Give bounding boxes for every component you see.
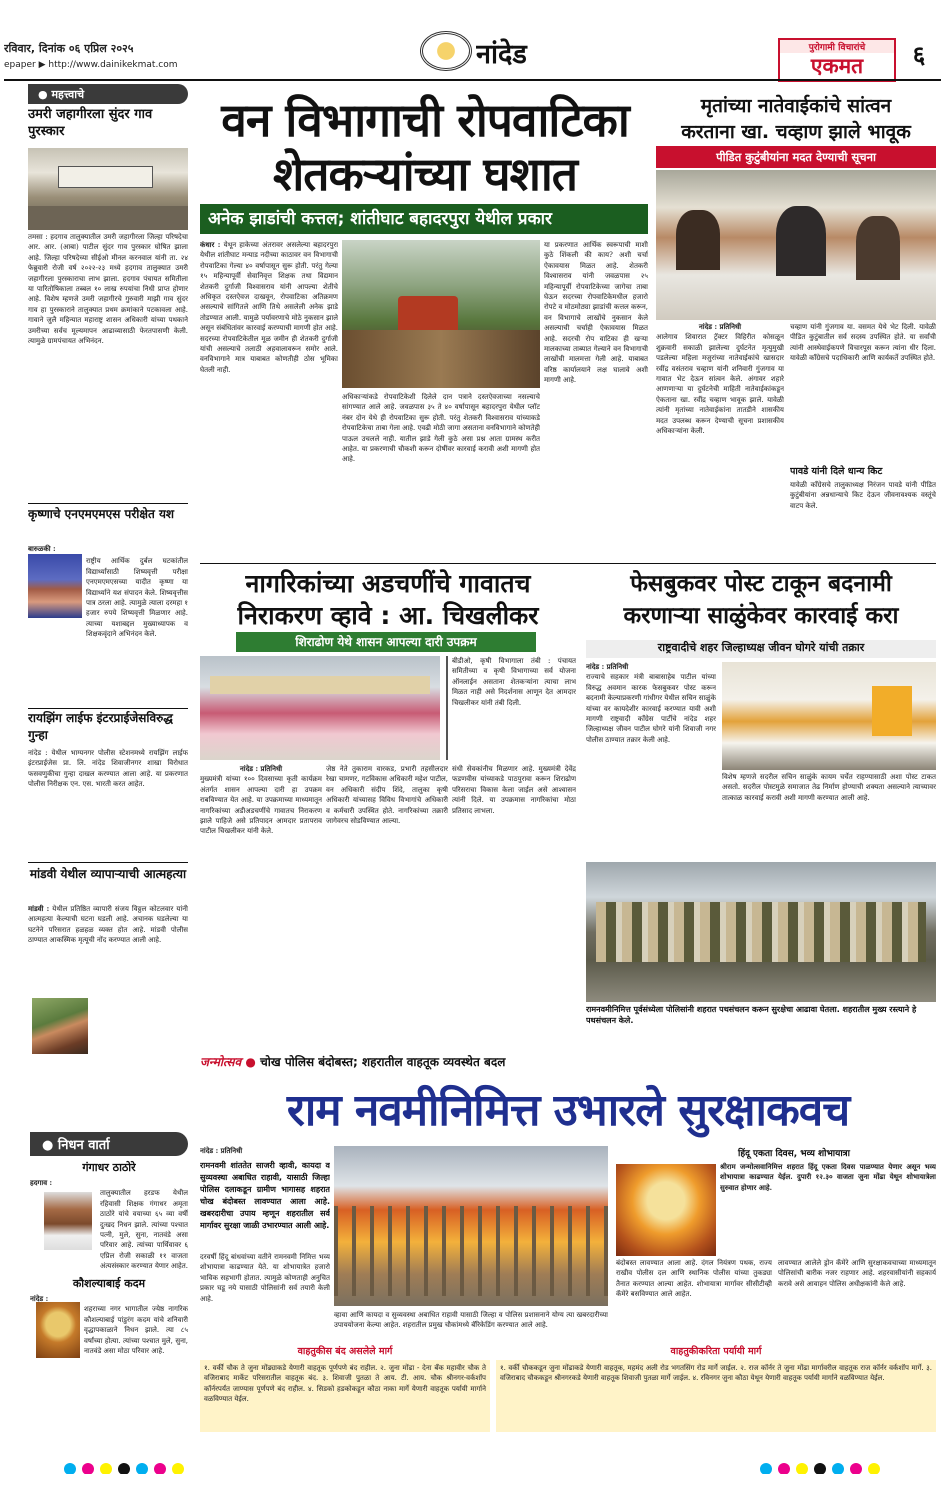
bullet-icon: ● <box>38 88 48 101</box>
tr-subhead: पीडित कुटुंबीयांना मदत देण्याची सूचना <box>656 146 936 168</box>
bottom-photo-barricades <box>334 1146 608 1306</box>
lead-body-col3: या प्रकरणात आर्थिक स्वरूपाची माशी कुठे शिंकली की काय? अशी चर्चा ऐकावयास मिळत आहे. शेतकरी विश्वासराव यांनी जवळपास २५ महिन्यापूर्वी रोपवाटिकेच्या जागेचा ताबा घेऊन सदरच्या रोपवाटिकेमधील हजारो रोपटे व मोठमोठ्या झाडांची कत्तल करून, वन विभागाचे लाखोंचे नुकसान केले असल्याची चर्चाही ऐकावयास मिळत आहे. सदरची रोप वाटिका ही खऱ्या मालकाच्या ताब्यात गेल्याने वन विभागाची लाखोंची मालमत्ता गेली आहे. याबाबत वरिष्ठ कार्यालयाने लक्ष घालावे अशी मागणी आहे. <box>544 241 648 385</box>
tr-body-col2: चव्हाण यांनी गुंजगाव या. वसमत येथे भेट दिली. यावेळी पीडित कुटुंबातील सर्व सदस्य उपस्थित होते. या सर्वांची त्यांनी आस्थेवाईकपणे विचारपूस करून त्यांना धीर दिला. यावेळी काँग्रेसचे पदाधिकारी आणि कार्यकर्ते उपस्थित होते. <box>790 323 936 363</box>
tr-pawde-head: पावडे यांनी दिले धान्य किट <box>790 466 883 477</box>
obit1-name: गंगाधर ठाठोरे <box>82 1161 136 1174</box>
bottom-body-col1: दरवर्षी हिंदू बांधवांच्या वतीने रामनवमी निमित्त भव्य शोभायात्रा काढण्यात येते. या शोभायात्रेत हजारो भाविक सहभागी होतात. त्यामुळे कोणताही अनुचित प्रकार घडू नये यासाठी पोलिसांनी सर्व तयारी केली आहे. <box>200 1253 330 1303</box>
lead-headline-2: शेतकऱ्यांच्या घशात <box>272 147 578 201</box>
sidebar-s1-body: तमसा : हदगाव तालुक्यातील उमरी जहागीरला जिल्हा परिषदेचा आर. आर. (आबा) पाटील सुंदर गाव पुरस्कार घोषित झाला आहे. जिल्हा परिषदेच्या सीईओ मीनल करनवाल यांनी ता. २४ फेब्रुवारी रोजी वर्ष २०२२-२३ मध्ये हदगाव तालुक्यात उमरी जहागीरला पुरस्काराचा लाभ झाला. हदगाव पंचायत समितीला या पारितोषिकाला तब्बल १० लाख रुपयांचा निधी प्राप्त होणार आहे. विशेष म्हणजे उमरी जहागीरचे गुरुवारी माझी गाव सुंदर गाव हा पुरस्काराने तालुक्यात प्रथम क्रमांकाने पटकावला आहे. गावाने जुलै महिन्यात महाराष्ट्र शासन अधिकारी यांच्या पथकाने उमरीच्या सर्वच मूल्यमापन आढाव्यासाठी फेरतपासणी केली. त्यामुळे ग्रामपंचायत अभिनंदन. <box>28 233 188 346</box>
ml-body-col1 <box>200 764 322 1046</box>
edition-emblem-icon <box>420 31 472 71</box>
sidebar-divider-1 <box>28 503 188 504</box>
tr-headline-2: करताना खा. चव्हाण झाले भावूक <box>681 121 911 143</box>
sidebar-photo-gram-office <box>28 148 188 230</box>
mr-body-col1 <box>586 662 716 858</box>
header-rule <box>4 79 941 81</box>
bullet-icon: ● <box>42 1138 54 1153</box>
s2-byline: बारुळकी : <box>28 544 56 553</box>
mr-headline-1: फेसबुकवर पोस्ट टाकून बदनामी <box>630 571 892 597</box>
s4-text: येथील प्रतिष्ठित व्यापारी संजय विठ्ठल कोटलवार यांनी आत्महत्या केल्याची घटना घडली आहे. अचानक घडलेल्या या घटनेने परिसरात हळहळ व्यक्त होत आहे. मांडवी पोलीस ठाण्यात आकस्मिक मृत्यूची नोंद करण्यात आली आहे. <box>28 905 188 945</box>
brand-tagline: पुरोगामी विचारांचे <box>780 40 894 53</box>
mr-headline-2: करणाऱ्या साळुंकेवर कारवाई करा <box>623 603 899 629</box>
bottom-strap: जन्मोत्सव ● चोख पोलिस बंदोबस्त; शहरातील वाहतूक व्यवस्थेत बदल <box>200 1055 506 1069</box>
box1-body: १. वर्की चौक ते जुना मोंढ्याकडे येणारी वाहतूक पूर्णपणे बंद राहील. २. जुना मोंढा - देना बँक महावीर चौक ते वजिराबाद मार्केट परिसरातील वाहतूक बंद. ३. शिवाजी पुतळा ते आय. टी. आय. चौक श्रीनगर-वर्कशॉप कॉर्नरपर्यंत जाण्यास पूर्णपणे बंद राहील. ४. सिडको हडकोकडून कौठा नाका मार्गे येणारी वाहतूक पर्यायी मार्गाने वळविण्यात येईल. <box>200 1360 490 1432</box>
mr-byline: नांदेड : प्रतिनिधी <box>586 662 629 671</box>
box2-body: १. वर्की चौककडून जुना मोंढाकडे येणारी वाहतूक, महमंद अली रोड भगतसिंग रोड मार्गे जाईल. २. राज कॉर्नर ते जुना मोंढा मार्गावरील वाहतूक राज कॉर्नर वर्कशॉप मार्गे. ३. वजिराबाद चौककडून श्रीनगरकडे येणारी वाहतूक शिवाजी पुतळा मार्गे जाईल. ४. रविनगर जुना कौठा येथून येणारी वाहतूक पर्यायी मार्गाने वळविण्यात येईल. <box>496 1360 936 1432</box>
ml-body-col2: जेष्ठ नेते तुकाराम वारकड, प्रभारी तहसीलदार रेखा चामणर, गटविकास अधिकारी महेश पाटील, वन अधिकारी संदीप शिंदे, तालुका कृषी अधिकारी यांच्यासह विविध विभागांचे अधिकारी व कर्मचारी उपस्थित होते. नागरिकांच्या तक्रारी जागेवरच सोडविण्यात आल्या. <box>326 765 448 826</box>
ml-byline: नांदेड : प्रतिनिधी <box>239 764 283 773</box>
bottom-intro-text: रामनवमी शांततेत साजरी व्हावी, कायदा व सुव्यवस्था अबाधित राहावी, यासाठी जिल्हा पोलिस दलाकडून ग्रामीण भागासह शहरात चोख बंदोबस्त लावण्यात आला आहे. खबरदारीचा उपाय म्हणून शहरातील सर्व मार्गावर सुरक्षा जाळी उभारण्यात आली आहे. <box>200 1161 330 1230</box>
sidebar-section-title <box>28 84 188 104</box>
epaper-text: epaper <box>4 60 36 70</box>
sidebar-s1-head: उमरी जहागीरला सुंदर गाव पुरस्कार <box>28 107 153 139</box>
ml-headline-1: नागरिकांच्या अडचणींचे गावातच <box>245 569 531 598</box>
obit2-name: कौशल्याबाई कदम <box>72 1277 146 1290</box>
bottom-right-col2: लावण्यात आलेले ड्रोन कॅमेरे आणि सुरक्षाकवचाच्या माध्यमातून पोलिसांची बारीक नजर राहणार आहे. शहरवासीयांनी सहकार्य करावे असे आवाहन पोलिस अधीक्षकांनी केले आहे. <box>778 1259 936 1288</box>
box1-title: वाहतुकीस बंद असलेले मार्ग <box>297 1346 393 1357</box>
sidebar-s2-head: कृष्णाचे एनएमएमएस परीक्षेत यश <box>28 507 175 521</box>
obit2-body <box>30 1294 188 1430</box>
lead-body-col2: अधिकाऱ्यांकडे रोपवाटिकेशी दिलेले दान पत्राने दस्तऐवजाच्या नसल्याचे सांगण्यात आले आहे. जवळपास ३५ ते ४० वर्षापासून बहादरपुरा येथील प्लॉट नंबर दोन येथे ही रोपवाटिका सुरू होती. परंतु शेतकरी विश्वासराव यांच्याकडे रोपवाटिकेचा ताबा गेला आहे. एवढी मोठी जागा असताना वनविभागाने कोणतेही पाऊल उचलले नाही. यातील झाडे गेली कुठे असा प्रश्न आता ग्रामस्थ करीत आहेत. या प्रकरणाची चौकशी करून दोषींवर कारवाई करावी अशी मागणी होत आहे. <box>342 393 540 464</box>
epaper-label: epaper ▶ http://www.dainikekmat.com <box>4 60 178 70</box>
ml-inset: बीडीओ, कृषी विभागाला तंबी : पंचायत समितीच्या व कृषी विभागाच्या सर्व योजना ऑनलाईन असताना शेतकऱ्यांना त्याचा लाभ मिळत नाही असे निदर्शनास आणून देत आमदार चिखलीकर यांनी तंबी दिली. <box>446 656 576 760</box>
obits-title-text: निधन वार्ता <box>57 1138 110 1153</box>
s2-text: राष्ट्रीय आर्थिक दुर्बल घटकांतील विद्यार्थ्यांसाठी शिष्यवृत्ती परीक्षा एनएमएमएसच्या यादीत कृष्णा या विद्यार्थ्याने यश संपादन केले. शिष्यवृत्तीस पात्र ठरला आहे. त्यामुळे त्याला दरमहा १ हजार रुपये शिष्यवृत्ती मिळणार आहे. त्याच्या यशाबद्दल मुख्याध्यापक व शिक्षकवृंदाने अभिनंदन केले. <box>86 557 188 639</box>
mr-subhead: राष्ट्रवादीचे शहर जिल्हाध्यक्ष जीवन घोगरे यांची तक्रार <box>586 640 936 658</box>
bottom-photo-ram <box>616 1164 716 1256</box>
mr-caption: रामनवमीनिमित्त पूर्वसंध्येला पोलिसांनी शहरात पथसंचलन करून सुरक्षेचा आढावा घेतला. शहरातील मुख्य रस्त्याने हे पथसंचलन केले. <box>586 1005 917 1025</box>
sidebar-s3-head: रायझिंग लाईफ इंटरप्राईजेसविरुद्ध गुन्हा <box>28 711 173 742</box>
registration-marks-right <box>760 1460 900 1474</box>
tr-pawde-body: यावेळी काँग्रेसचे तालुकाध्यक्ष निरंजन पावडे यांनी पीडित कुटुंबीयांना अन्नधान्याचे किट देऊन जीवनावश्यक वस्तूंचे वाटप केले. <box>790 481 936 510</box>
page-number: ६ <box>912 41 926 69</box>
section-rule-1 <box>200 563 936 564</box>
ml-text-1: मुख्यमंत्री यांच्या १०० दिवसाच्या कृती कार्यक्रम अंतर्गत शासन आपल्या दारी हा उपक्रम राबविण्यात येत आहे. या उपक्रमाच्या माध्यमातून नागरिकांच्या अडीअडचणींचे गावातच निराकरण झाले पाहिजे असे प्रतिपादन आमदार प्रतापराव पाटील चिखलीकर यांनी केले. <box>200 775 322 836</box>
sidebar-s2-body <box>28 544 188 706</box>
lead-headline-1: वन विभागाची रोपवाटिका <box>221 93 629 147</box>
obit1-body <box>30 1178 188 1272</box>
edition-name: नांदेड <box>476 39 527 70</box>
registration-marks-left <box>64 1460 204 1474</box>
tr-body-col1 <box>656 322 784 560</box>
tr-headline-1: मृतांच्या नातेवाईकांचे सांत्वन <box>700 95 892 117</box>
lead-byline: कंधार : <box>200 240 221 249</box>
bottom-body-col2: व्हावा आणि कायदा व सुव्यवस्था अबाधित राहावी यासाठी जिल्हा व पोलिस प्रशासनाने योग्य त्या खबरदारीच्या उपाययोजना केल्या आहेत. शहरातील प्रमुख चौकांमध्ये बॅरिकेडिंग करण्यात आले आहे. <box>334 1311 608 1330</box>
brand-box <box>778 38 896 82</box>
sidebar-s4-body <box>28 904 188 1116</box>
tr-photo-condolence <box>656 170 936 320</box>
lead-text-1: येथून हाकेच्या अंतरावर असलेल्या बहादरपुरा येथील शांतीघाट मन्याड नदीच्या काठावर वन विभागाची रोपवाटिका गेल्या ४० वर्षापासून सुरू होती. परंतु गेल्या १५ महिन्यापूर्वी सेवानिवृत्त शिक्षक तथा विद्यमान शेतकरी दुर्गाजी विश्वासराव यांनी आपल्या शेतीचे अधिकृत दस्तऐवज दाखवून, रोपवाटिका अतिक्रमण असल्याचे सांगितले आणि तिथे असलेली अनेक झाडे तोडण्यात आली. यामुळे पर्यावरणाचे मोठे नुकसान झाले असून संबंधितांवर कारवाई करण्याची मागणी होत आहे. सदरच्या रोपवाटिकेतील मूळ जमीन ही शेतकरी दुर्गाजी यांची असल्याचे तलाठी अहवालावरून समोर आले. वनविभागाने मात्र याबाबत कोणतीही ठोस भूमिका घेतली नाही. <box>200 241 338 374</box>
mr-text-1: राज्याचे सहकार मंत्री बाबासाहेब पाटील यांच्या विरुद्ध अवमान कारक फेसबुकवर पोस्ट करून बदनामी केल्याप्रकरणी गांधीगर येथील सचिन साळुंके यांच्या वर कायदेशीर कारवाई करण्यात यावी अशी मागणी राष्ट्रवादी काँग्रेस पार्टीचे नांदेड शहर जिल्हाध्यक्ष जीवन पाटील घोगरे यांनी शिवाजी नगर पोलीस ठाण्यात तक्रार केली आहे. <box>586 673 716 744</box>
obit2-byline: नांदेड : <box>30 1294 49 1303</box>
bottom-headline: राम नवमीनिमित्त उभारले सुरक्षाकवच <box>286 1085 850 1136</box>
ml-photo-event <box>200 656 440 760</box>
obit2-text: शहराच्या नगर भागातील ज्येष्ठ नागरिक कौशल्याबाई पांडुरंग कदम यांचे शनिवारी वृद्धापकाळाने निधन झाले. त्या ८५ वर्षांच्या होत्या. त्यांच्या पश्चात मुले, सुना, नातवंडे असा मोठा परिवार आहे. <box>84 1305 188 1356</box>
mr-body-col2: विशेष म्हणजे सदरील सचिन साळुंके कायम चर्चेत राहण्यासाठी अशा पोस्ट टाकत असतो. सदरील पोस्टमुळे समाजात तेढ निर्माण होण्याची शक्यता असल्याने त्याच्यावर तात्काळ कारवाई करावी अशी मागणी करण्यात आली आहे. <box>722 773 936 802</box>
lead-photo-felled-trees <box>342 240 540 388</box>
section-title-text: महत्त्वाचे <box>51 88 85 101</box>
sidebar-divider-3 <box>28 862 188 863</box>
sidebar-s4-head: मांडवी येथील व्यापाऱ्याची आत्महत्या <box>29 867 187 881</box>
ml-body-col3: संधी सेवकांनीच मिळणार आहे. मुख्यमंत्री देवेंद्र फडणवीस यांच्याकडे पाठपुरावा करून शिराढोण परिसराचा विकास केला जाईल असे आश्वासन त्यांनी दिले. या उपक्रमास नागरिकांचा मोठा प्रतिसाद लाभला. <box>452 765 576 815</box>
ml-headline-2: निराकरण व्हावे : आ. चिखलीकर <box>237 601 539 630</box>
sidebar-divider-2 <box>28 708 188 709</box>
bottom-right-head: हिंदू एकता दिवस, भव्य शोभायात्रा <box>738 1149 850 1159</box>
tr-text-1: आलेगाव शिवारात ट्रॅक्टर विहिरीत कोसळून शुक्रवारी सकाळी झालेल्या दुर्घटनेत मृत्युमुखी पडलेल्या महिला मजुरांच्या नातेवाईकांचे खासदार रवींद्र वसंतराव चव्हाण यांनी शनिवारी गुंजगाव या गावात भेट देऊन सांत्वन केले. अंगावर शहारे आणणाऱ्या या दुर्घटनेची माहिती नातेवाईकांकडून ऐकताना खा. रवींद्र चव्हाण भावूक झाले. यावेळी त्यांनी मृतांच्या नातेवाईकांना तातडीने शासकीय मदत उपलब्ध करून देण्याची सूचना प्रशासकीय अधिकाऱ्यांना केली. <box>656 333 784 436</box>
brand-logo: एकमत <box>810 54 864 78</box>
box2-title: वाहतुकीकरिता पर्यायी मार्ग <box>670 1346 762 1357</box>
strap-tag: जन्मोत्सव <box>200 1055 242 1069</box>
obits-title <box>30 1132 188 1156</box>
obit1-text: तालुक्यातील हरडफ येथील रहिवासी शिक्षक गंगाधर अमृता ठाठोरे यांचे वयाच्या ६५ व्या वर्षी दुःखद निधन झाले. त्यांच्या पश्चात पत्नी, मुले, सुना, नातवंडे असा परिवार आहे. त्यांच्या पार्थिवावर ६ एप्रिल रोजी सकाळी ११ वाजता अंत्यसंस्कार करण्यात येणार आहेत. <box>100 1189 188 1271</box>
mr-photo-police-march <box>586 862 936 1002</box>
bottom-right-col1: बंदोबस्त लावण्यात आला आहे. दंगल नियंत्रण पथक, राज्य राखीव पोलीस दल आणि स्थानिक पोलीस यांच्या तुकड्या तैनात करण्यात आल्या आहेत. शोभायात्रा मार्गावर सीसीटीव्ही कॅमेरे बसविण्यात आले आहेत. <box>616 1259 772 1299</box>
mr-photo-complaint <box>722 662 936 770</box>
strap-text: चोख पोलिस बंदोबस्त; शहरातील वाहतूक व्यवस्थेत बदल <box>260 1055 506 1069</box>
lead-body-col1 <box>200 240 338 560</box>
bottom-byline: नांदेड : प्रतिनिधी <box>200 1146 243 1155</box>
s4-byline: मांडवी : <box>28 904 50 913</box>
bottom-right-intro: श्रीराम जन्मोत्सवानिमित्त शहरात हिंदू एकता दिवस पाळण्यात येणार असून भव्य शोभायात्रा काढण्यात येईल. दुपारी १२.३० वाजता जुना मोंढा येथून शोभायात्रेला सुरुवात होणार आहे. <box>720 1162 936 1192</box>
sidebar-s3-body: नांदेड : येथील भाग्यनगर पोलीस स्टेशनमध्ये रायझिंग लाईफ इंटरप्राईजेस प्रा. लि. नांदेड शिवाजीनगर शाखा विरोधात फसवणुकीचा गुन्हा दाखल करण्यात आला आहे. या प्रकरणात पोलीस निरीक्षक एन. एस. भारती करत आहेत. <box>28 749 188 789</box>
lead-subhead: अनेक झाडांची कत्तल; शांतीघाट बहादरपुरा येथील प्रकार <box>200 204 648 234</box>
site-url[interactable]: http://www.dainikekmat.com <box>48 60 178 70</box>
obit1-byline: हदगाव : <box>30 1178 53 1187</box>
ml-subhead: शिराढोण येथे शासन आपल्या दारी उपक्रम <box>236 632 536 652</box>
header-date: रविवार, दिनांक ०६ एप्रिल २०२५ <box>4 42 134 55</box>
tr-byline: नांदेड : प्रतिनिधी <box>698 322 742 331</box>
